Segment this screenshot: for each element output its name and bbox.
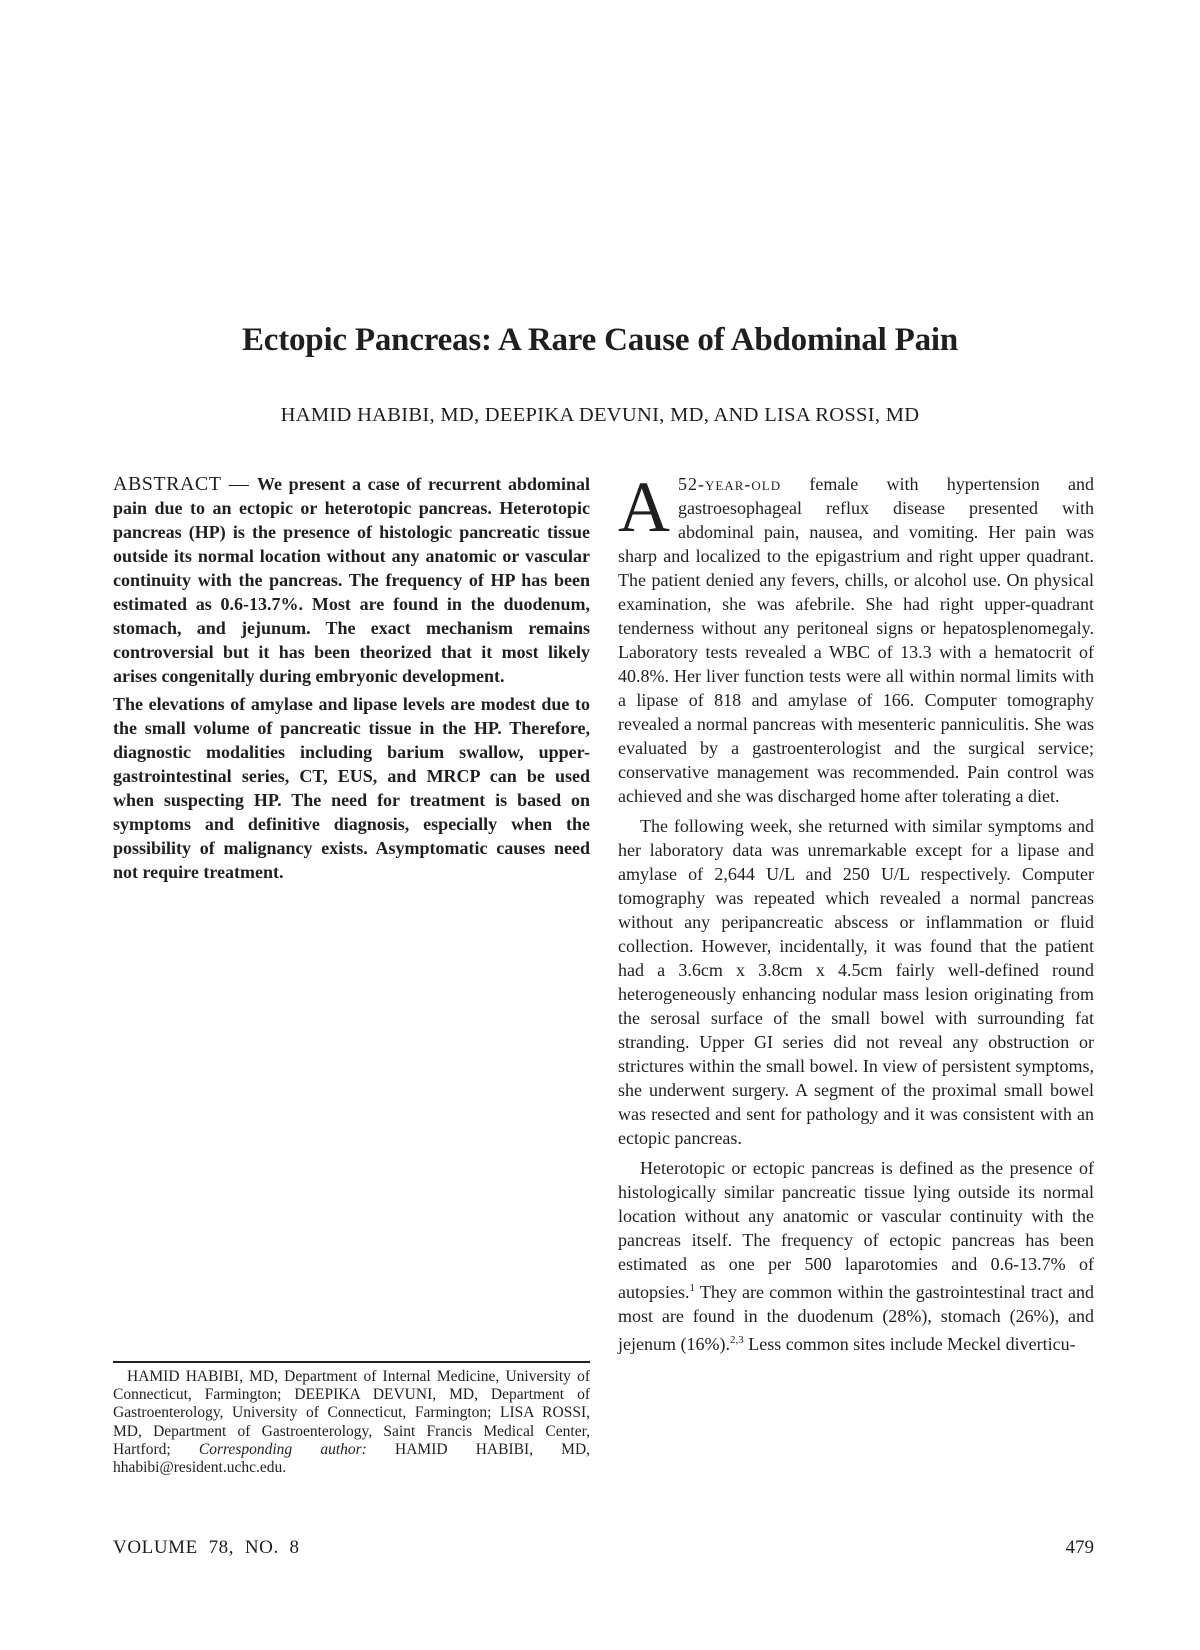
abstract-paragraph-1: [113, 472, 590, 688]
body-paragraph-3-text-b: They are common within the gastrointestinal tract and most are found in the duodenum (28%), stomach (26%), and jejenum (16%).: [618, 1282, 1094, 1354]
footnote-divider: [113, 1361, 590, 1363]
abstract-label: ABSTRACT: [113, 473, 222, 495]
reference-1: 1: [689, 1282, 695, 1294]
abstract: [113, 472, 590, 888]
lead-in-small-caps: 52-year-old: [678, 474, 782, 494]
affiliations-text: HAMID HABIBI, MD, Department of Internal Medicine, University of Connecticut, Farmington; DEEPIKA DEVUNI, MD, Department of Gastroenterology, University of Connecticut, Farmington; LISA ROSSI, MD, Department of Gastroenterology, Saint Francis Medical Center, Hartford;: [113, 1368, 590, 1458]
author-affiliations-footnote: [113, 1368, 590, 1477]
body-paragraph-3: [618, 1156, 1094, 1356]
abstract-dash: —: [221, 473, 257, 495]
corresponding-author-contact: HAMID HABIBI, MD, hhabibi@resident.uchc.edu.: [113, 1440, 591, 1477]
body-paragraph-1: [618, 467, 1094, 808]
journal-volume: VOLUME 78, NO. 8: [113, 1537, 300, 1558]
article-title: Ectopic Pancreas: A Rare Cause of Abdominal Pain: [241, 322, 959, 358]
reference-2-3: 2,3: [729, 1334, 744, 1346]
body-paragraph-3-text-c: Less common sites include Meckel diverticu-: [743, 1334, 1076, 1354]
page-number: 479: [1065, 1537, 1094, 1558]
body-column: [618, 467, 1094, 1362]
corresponding-author-label: Corresponding author:: [198, 1440, 367, 1458]
abstract-text-1: We present a case of recurrent abdominal pain due to an ectopic or heterotopic pancreas. Heterotopic pancreas (HP) is the presence of histologic pancreatic tissue outside its normal location without any anatomic or vascular continuity with the pancreas. The frequency of HP has been estimated as 0.6-13.7%. Most are found in the duodenum, stomach, and jejunum. The exact mechanism remains controversial but it has been theorized that it most likely arises congenitally during embryonic development.: [113, 474, 591, 686]
abstract-paragraph-2: The elevations of amylase and lipase levels are modest due to the small volume of pancreatic tissue in the HP. Therefore, diagnostic modalities including barium swallow, upper-gastrointestinal series, CT, EUS, and MRCP can be used when suspecting HP. The need for treatment is based on symptoms and definitive diagnosis, especially when the possibility of malignancy exists. Asymptomatic causes need not require treatment.: [113, 694, 590, 882]
drop-cap: A: [618, 467, 670, 547]
body-paragraph-1-text: female with hypertension and gastroesophageal reflux disease presented with abdominal pain, nausea, and vomiting. Her pain was sharp and localized to the epigastrium and right upper quadrant. The patient denied any fevers, chills, or alcohol use. On physical examination, she was afebrile. She had right upper-quadrant tenderness without any peritoneal signs or hepatosplenomegaly. Laboratory tests revealed a WBC of 13.3 with a hematocrit of 40.8%. Her liver function tests were all within normal limits with a lipase of 818 and amylase of 166. Computer tomography revealed a normal pancreas with mesenteric panniculitis. She was evaluated by a gastroenterologist and the surgical service; conservative management was recommended. Pain control was achieved and she was discharged home after tolerating a diet.: [618, 474, 1094, 806]
author-line: HAMID HABIBI, MD, DEEPIKA DEVUNI, MD, AND LISA ROSSI, MD: [280, 404, 920, 426]
body-paragraph-3-text-a: Heterotopic or ectopic pancreas is defined as the presence of histologically similar pancreatic tissue lying outside its normal location without any anatomic or vascular continuity with the pancreas itself. The frequency of ectopic pancreas has been estimated as one per 500 laparotomies and 0.6-13.7% of autopsies.: [618, 1158, 1094, 1302]
body-paragraph-2: The following week, she returned with similar symptoms and her laboratory data was unremarkable except for a lipase and amylase of 2,644 U/L and 250 U/L respectively. Computer tomography was repeated which revealed a normal pancreas without any peripancreatic abscess or inflammation or fluid collection. However, incidentally, it was found that the patient had a 3.6cm x 3.8cm x 4.5cm fairly well-defined round heterogeneously enhancing nodular mass lesion originating from the serosal surface of the small bowel with surrounding fat stranding. Upper GI series did not reveal any obstruction or strictures within the small bowel. In view of persistent symptoms, she underwent surgery. A segment of the proximal small bowel was resected and sent for pathology and it was consistent with an ectopic pancreas.: [618, 816, 1094, 1148]
